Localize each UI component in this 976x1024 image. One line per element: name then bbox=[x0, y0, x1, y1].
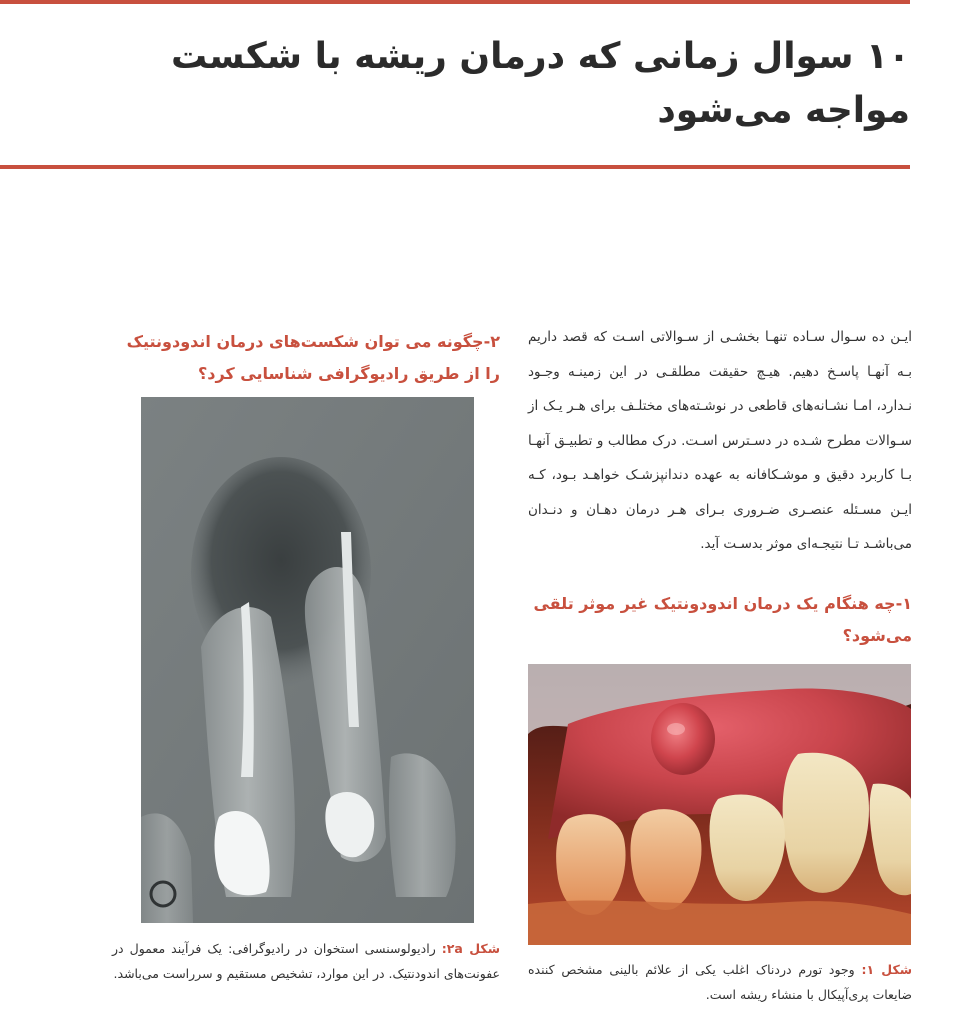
question-1-heading: ۱-چه هنگام یک درمان اندودونتیک غیر موثر تلقی می‌شود؟ bbox=[533, 594, 912, 645]
article-title: ۱۰ سوال زمانی که درمان ریشه با شکست مواجه می‌شود bbox=[170, 36, 910, 131]
title-divider-rule bbox=[0, 165, 910, 169]
figure-1-caption-text: وجود تورم دردناک اغلب یکی از علائم بالینی مشخص کننده ضایعات پری‌آپیکال با منشاء ریشه است. bbox=[528, 962, 912, 1002]
figure-2-radiograph bbox=[141, 397, 474, 923]
question-2 bbox=[112, 326, 500, 390]
intro-paragraph: ایـن ده سـوال سـاده تنهـا بخشـی از سـوالاتی اسـت که قصد داریم بـه آنهـا پاسـخ دهیم. هیـچ حقیقت مطلقـی در این زمینـه وجـود نـدارد، امـا نشـانه‌های قاطعی در نوشـته‌های مختلـف برای هـر یـک از سـوالات مطرح شـده در دسـترس اسـت. درک مطالب و تطبیـق آنهـا بـا کاربرد دقیق و موشـکافانه به عهده دندانپزشـک خواهـد بـود، کـه ایـن مسـئله عنصـری ضـروری بـرای هـر درمان دهـان و دنـدان می‌باشـد تـا نتیجـه‌ای موثر بدسـت آید. bbox=[528, 329, 912, 552]
question-1 bbox=[528, 588, 912, 652]
top-accent-rule bbox=[0, 0, 910, 4]
figure-2-caption bbox=[112, 936, 500, 986]
figure-2-caption-text: رادیولوسنسی استخوان در رادیوگرافی: یک فرآیند معمول در عفونت‌های اندودنتیک. در این موارد، تشخیص مستقیم و سرراست می‌باشد. bbox=[112, 941, 500, 981]
figure-2-label: شکل ۲a: bbox=[441, 941, 500, 956]
intro-column bbox=[528, 320, 912, 562]
figure-1-caption bbox=[528, 957, 912, 1007]
question-2-heading: ۲-چگونه می توان شکست‌های درمان اندودونتیک را از طریق رادیوگرافی شناسایی کرد؟ bbox=[126, 332, 500, 383]
figure-1-label: شکل ۱: bbox=[861, 962, 913, 977]
figure-1-clinical-photo bbox=[528, 664, 911, 945]
